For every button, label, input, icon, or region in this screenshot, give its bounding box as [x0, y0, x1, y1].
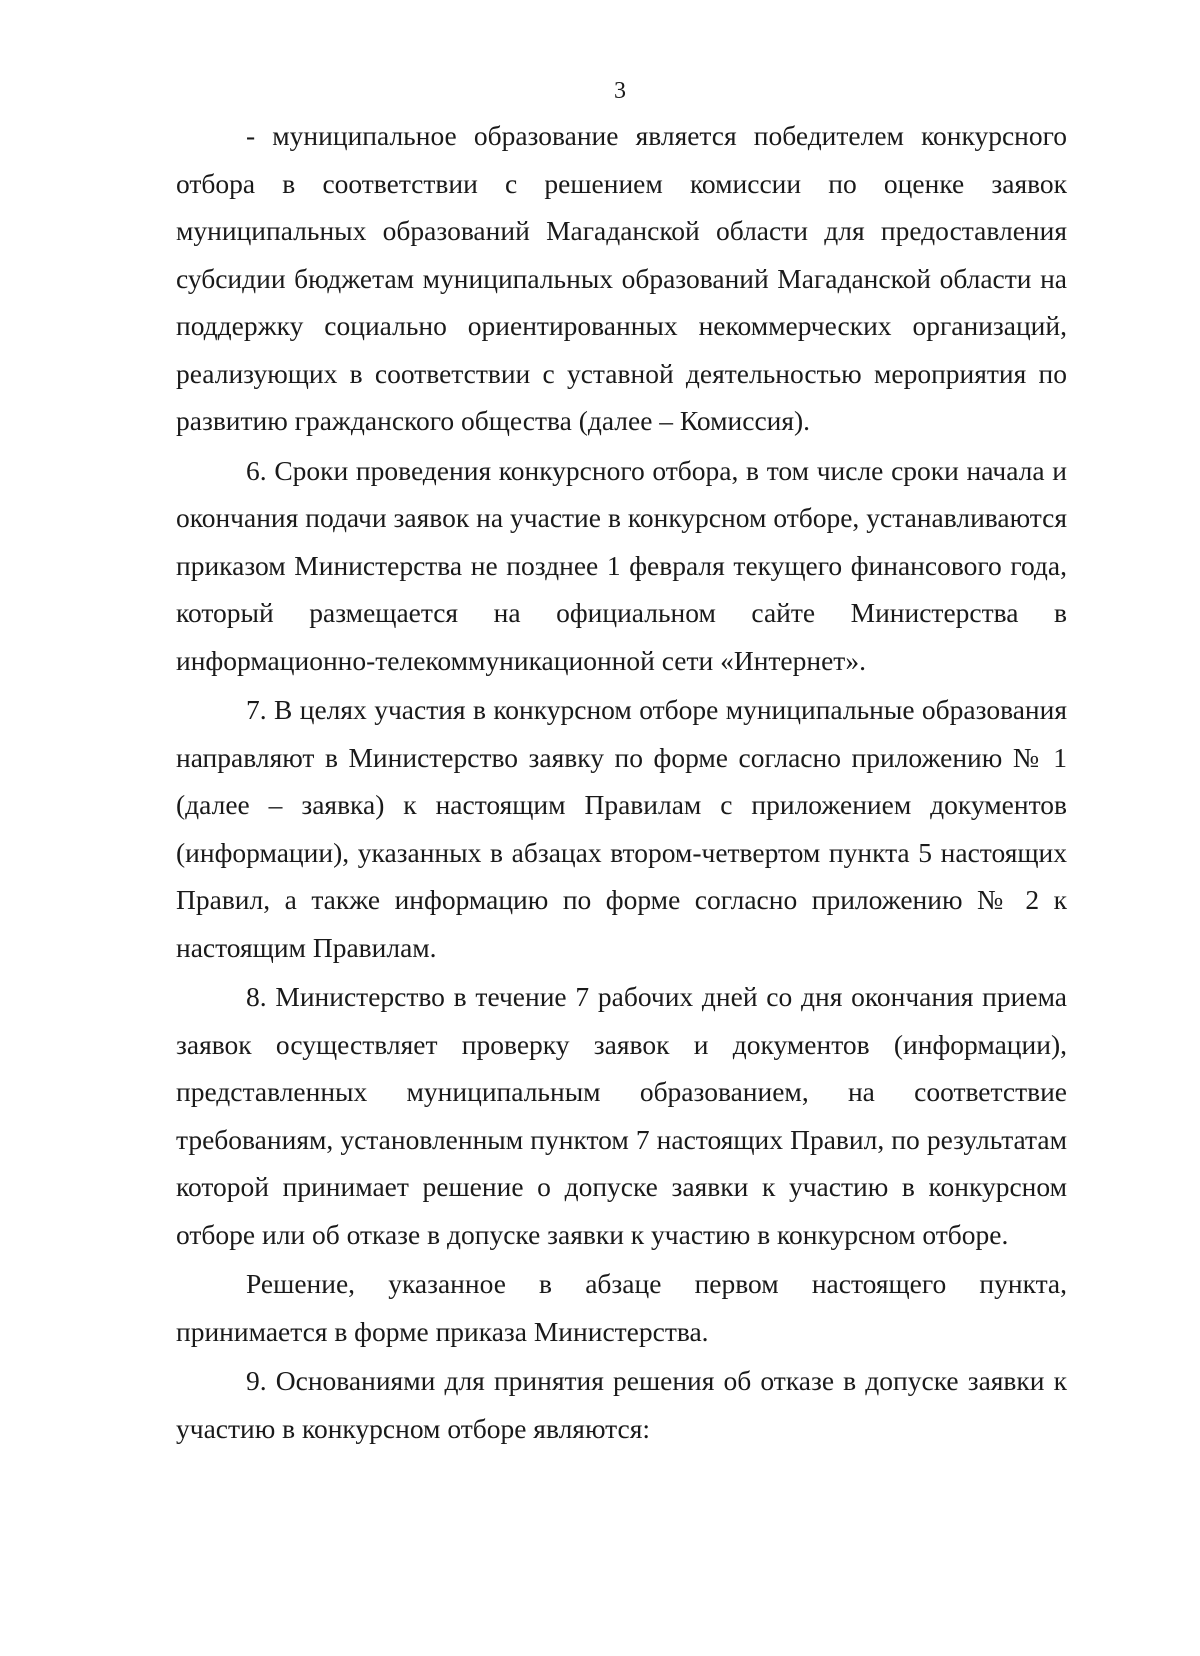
page-number: 3: [614, 78, 626, 104]
paragraph-8-review: 8. Министерство в течение 7 рабочих дней со дня окончания приема заявок осуществляет проверку заявок и документов (информации), представленных муниципальным образованием, на соответствие требованиям, установленным пунктом 7 настоящих Правил, по результатам которой принимает решение о допуске заявки к участию в конкурсном отборе или об отказе в допуске заявки к участию в конкурсном отборе.: [176, 981, 1067, 1250]
document-body: [176, 112, 1067, 1452]
paragraph-8-decision-form: Решение, указанное в абзаце первом настоящего пункта, принимается в форме приказа Министерства.: [176, 1268, 1067, 1347]
paragraph-9-refusal-grounds: 9. Основаниями для принятия решения об отказе в допуске заявки к участию в конкурсном отборе являются:: [176, 1365, 1067, 1444]
paragraph-6-deadlines: 6. Сроки проведения конкурсного отбора, в том числе сроки начала и окончания подачи заявок на участие в конкурсном отборе, устанавливаются приказом Министерства не позднее 1 февраля текущего финансового года, который размещается на официальном сайте Министерства в информационно-телекоммуникационной сети «Интернет».: [176, 454, 1067, 676]
paragraph-winner-condition: - муниципальное образование является победителем конкурсного отбора в соответствии с решением комиссии по оценке заявок муниципальных образований Магаданской области для предоставления субсидии бюджетам муниципальных образований Магаданской области на поддержку социально ориентированных некоммерческих организаций, реализующих в соответствии с уставной деятельностью мероприятия по развитию гражданского общества (далее – Комиссия).: [176, 120, 1067, 436]
paragraph-7-application: 7. В целях участия в конкурсном отборе муниципальные образования направляют в Министерство заявку по форме согласно приложению № 1 (далее – заявка) к настоящим Правилам с приложением документов (информации), указанных в абзацах втором-четвертом пункта 5 настоящих Правил, а также информацию по форме согласно приложению № 2 к настоящим Правилам.: [176, 694, 1067, 963]
